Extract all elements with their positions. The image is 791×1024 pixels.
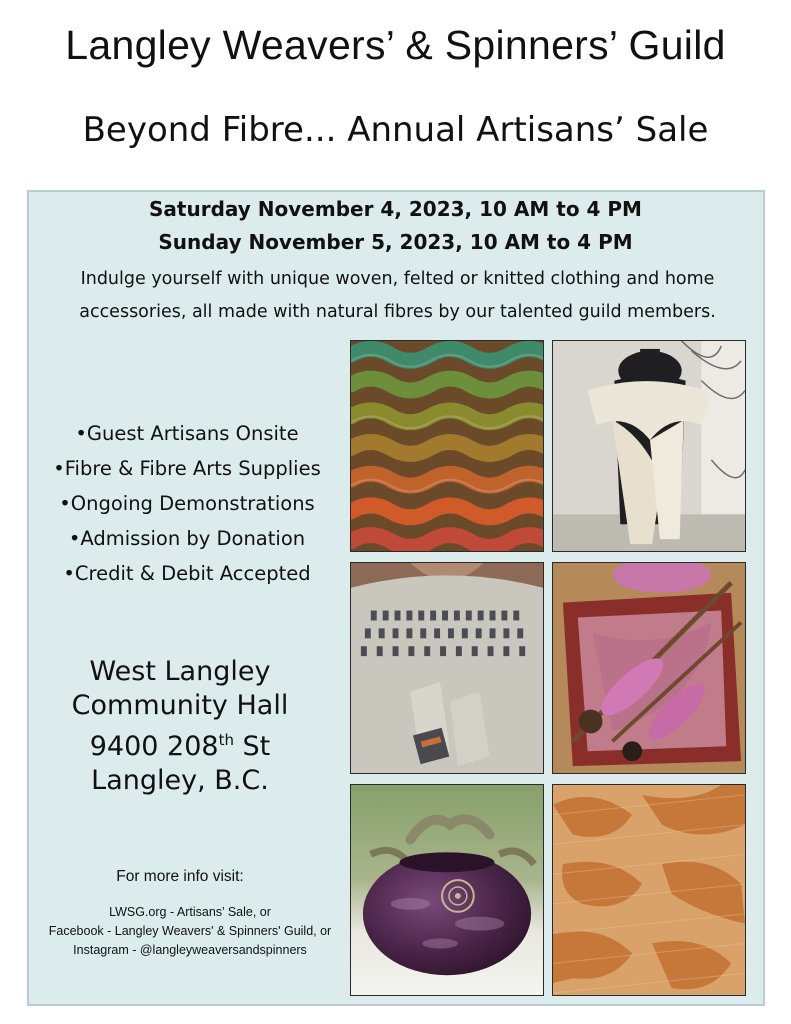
- feature-item: •Admission by Donation: [68, 527, 306, 550]
- felt-and-drop-spindle-photo: [552, 562, 746, 774]
- woven-fabric-photo: [552, 784, 746, 996]
- street-number: 9400 208: [89, 731, 219, 762]
- venue-city-line: Langley, B.C.: [91, 765, 269, 796]
- feature-item: •Credit & Debit Accepted: [63, 562, 311, 585]
- ordinal-suffix: th: [218, 731, 234, 749]
- intro-line: Indulge yourself with unique woven, felted or knitted clothing and home: [80, 269, 715, 289]
- facebook-link[interactable]: Facebook - Langley Weavers' & Spinners' Guild, or: [48, 924, 332, 938]
- shawl-on-mannequin-photo: [552, 340, 746, 552]
- venue-address: [40, 655, 320, 798]
- venue-street-line: [40, 723, 320, 764]
- feature-item: •Ongoing Demonstrations: [59, 492, 315, 515]
- date-sunday: Sunday November 5, 2023, 10 AM to 4 PM: [158, 230, 633, 254]
- more-info-heading: For more info visit:: [116, 868, 244, 885]
- felted-bowl-photo: [350, 784, 544, 996]
- instagram-link[interactable]: Instagram - @langleyweaversandspinners: [73, 943, 307, 957]
- venue-name-line: Community Hall: [71, 690, 289, 721]
- intro-text: [30, 263, 765, 329]
- street-name: St: [233, 731, 271, 762]
- feature-list: [27, 416, 347, 591]
- feature-item: •Fibre & Fibre Arts Supplies: [53, 457, 321, 480]
- website-link[interactable]: LWSG.org - Artisans’ Sale, or: [109, 905, 271, 919]
- page-title: Langley Weavers’ & Spinners’ Guild: [65, 22, 726, 68]
- knitted-sweater-and-mittens-photo: [350, 562, 544, 774]
- venue-name-line: West Langley: [89, 656, 271, 687]
- date-saturday: Saturday November 4, 2023, 10 AM to 4 PM: [149, 197, 642, 221]
- info-links: [29, 903, 351, 960]
- intro-line: accessories, all made with natural fibres by our talented guild members.: [79, 302, 716, 322]
- feature-item: •Guest Artisans Onsite: [75, 422, 299, 445]
- page-subtitle: Beyond Fibre... Annual Artisans’ Sale: [82, 110, 709, 150]
- yarn-skeins-photo: [350, 340, 544, 552]
